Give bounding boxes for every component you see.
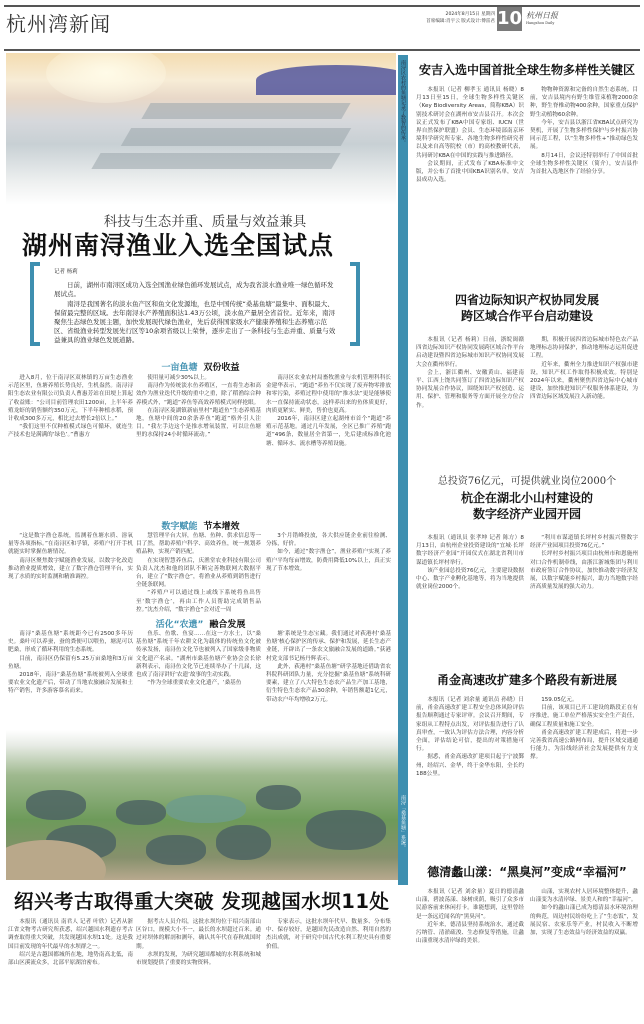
paragraph: 山漾，实现农村人居环境整体提升，蠡山漾变为水清岸绿、景美人和的“幸福河”。 xyxy=(530,889,638,904)
headline-line: 德清蠡山漾：“黑臭河”变成“幸福河” xyxy=(427,865,627,879)
headline-line: 四省边际知识产权协同发展 xyxy=(454,293,599,307)
paragraph: 本报讯（记者 刘余量 通讯员 孙晓）日前，甬金高速改扩建工程安全总体风险评估报告顺利通过专家评审。会议召开期间，专家组从工程特点出发，对评估报告进行了认真审查，一致认为评估方法合理，内容分析全面，评估结论可信，提出的对策措施可行。 xyxy=(416,697,524,753)
paragraph: 据悉，甬金高速改扩建项目起于宁波鄞州，经绍兴、金华，终于金华东阳，全长约188公里。 xyxy=(416,754,524,777)
paragraph: 甬金高速改扩建工程建成后，将进一步完善我省高速公路网布局，提升区域交通通行能力，为沿线经济社会发展提供有力支撑。 xyxy=(530,729,638,761)
paragraph: 在南浔区菱湖镇新庙里村“跑道鱼”生态养殖基地，鱼塘中间的20余条养鱼“跑道”格外引人注目。“我左手边这个是推水增氧装置，可以让鱼塘里的水保持24小时循环流动。” xyxy=(136,407,261,439)
paragraph: 南浔作为传统淡水鱼养殖区，一直将生态和高效作为渔业迭代升级的重中之重，除了稻渔综合种养模式外，“跑道”养鱼等高效养殖模式同样抢眼。 xyxy=(136,383,261,406)
header-rule xyxy=(4,49,640,51)
intro-paragraph: 南浔是我国著名的淡水鱼产区和鱼文化发源地，也是中国传统“桑基鱼塘”最集中、面积最大、保留最完整的区域。去年南浔水产养殖面积达1.43万公顷，淡水鱼产量居全省首位。近年来，南浔聚焦生态绿色发展主题，加快发展现代绿色渔业，先后获得国家级水产健康养殖和生态养殖示范区、省级渔业转型发展先行区等10余项省级以上荣誉，逐步走出了一条科技与生态并重、质量与效益兼具的渔业绿色发展道路。 xyxy=(54,299,336,345)
text-column xyxy=(416,888,524,1024)
text-column xyxy=(266,532,391,614)
text-column xyxy=(8,918,133,1024)
paragraph: 南浔区农业农村局畜牧渔业与农机管理科科长金建华表示，“跑道”养鱼不仅实现了废弃物零排放和零污染，养殖过程中使用的“推水法”更是能够使水一直保持流动状态，这样养出来的鱼体质更好，肉质更紧实、鲜美，售价也更高。 xyxy=(266,375,391,414)
paragraph: 慧管理平台大屏，鱼塘、鱼种、供求信息等一目了然，帮助养殖户科学、高效养鱼，统一规划养殖品种，实现产销匹配。 xyxy=(136,533,261,556)
mulberry-fish-pond-aerial-photo xyxy=(6,730,398,880)
page-number: 10 xyxy=(497,8,523,29)
intro-paragraph: 日前，湖州市南浔区成功入选全国渔业绿色循环发展试点，成为我省淡水渔业唯一绿色循环发展试点。 xyxy=(54,281,334,299)
headline-line: 甬金高速改扩建多个路段有新进展 xyxy=(436,673,617,687)
paragraph: “我们这里不仅种植模式绿色可循环，就连生产技术也是满满的‘绿色’。”曹惠方 xyxy=(8,424,133,439)
paragraph: 3个月错峰投放，各大供应链企业前往检测、分拣，好价。 xyxy=(266,533,391,548)
paragraph: 本报讯（记者 刘余量）夏日的德清蠡山漾，碧波荡漾、绿树成荫，吸引了众多市民游客前来休闲打卡。谁能想到，这里曾经是一条远近闻名的“黑臭河”。 xyxy=(416,889,524,920)
article-lead: 总投资76亿元，可提供就业岗位2000个 xyxy=(437,476,617,487)
article-subtitle: 科技与生态并重、质量与效益兼具 xyxy=(103,214,307,230)
paragraph: 长坪村乡村振兴项目由杭州市和恩施州对口合作机制牵线，由浙江浙城集团与利川市政府签订合作协议，加快推动数字经济发展，以数字赋能乡村振兴，助力当地数字经济高质量发展的强大动力。 xyxy=(530,551,638,591)
headline-line: 安吉入选中国首批全球生物多样性关键区 xyxy=(418,63,635,77)
paragraph: 目前，南浔区仍保留有5.25万亩桑地和3万亩鱼塘。 xyxy=(8,655,133,670)
paragraph: 物物种资源和完备的自然生态系统。目前，安吉县境内有野生维管束植物2000余种，野生脊椎动物400余种，国家重点保护野生动植物60余种。 xyxy=(530,87,638,118)
article-headline xyxy=(412,864,642,880)
section-subhead xyxy=(8,617,393,630)
text-column xyxy=(530,696,638,856)
paragraph: 使用量可减少30%以上。 xyxy=(147,375,210,381)
text-column xyxy=(8,630,133,726)
paragraph: 专家表示，这批水坝年代早、数量多、分布集中、保存较好，是越国先民改造自然、利用自然的杰出成就，对于研究中国古代水利工程史具有重要价值。 xyxy=(266,919,391,950)
paragraph: 据考古人员介绍，这批水坝均位于绍兴南部山区谷口，规模大小不一，最长的水坝超过百米。通过对坝体的解剖和测年，确认其年代在春秋战国时期。 xyxy=(136,919,261,950)
accent-bar xyxy=(398,55,408,885)
article-headline xyxy=(412,292,642,324)
paragraph: 南浔区聚焦数字赋能渔业发展，以数字化改造推动渔业提质增效，建立了数字渔仓管理平台，实现了水质的实时监测和精准调控。 xyxy=(8,557,133,581)
paragraph: “养殖户可以通过线上或线下系统将鱼出售至‘数字渔仓’，再由工作人员帮助完成销售品控。”沈杰介绍，“数字渔仓”会对近一周 xyxy=(136,590,261,613)
text-column xyxy=(530,534,638,640)
text-column xyxy=(8,374,133,514)
paragraph: 南浔“桑基鱼塘”系统距今已有2500多年历史。桑叶可以养蚕，蚕的粪便可以喂鱼，塘泥可以肥桑，形成了循环利用的生态系统。 xyxy=(8,631,133,654)
text-column xyxy=(266,918,391,1024)
paragraph: “作为全球重要农业文化遗产，‘桑基鱼 xyxy=(147,680,242,687)
text-column xyxy=(416,696,524,856)
text-column xyxy=(530,86,638,278)
fish-pond-sunrise-photo xyxy=(6,53,396,205)
paragraph: 目前，该项目已开工建设的路段正在有序推进，施工单位严格落实安全生产责任，确保工程质量和施工安全。 xyxy=(530,705,638,728)
paragraph: 会议期间，正式发布了KBA标准中文版，并公布了首批中国KBA识别名单，安吉县成功入选。 xyxy=(416,160,524,184)
paragraph: 进入8月，位于南浔区双林镇的万亩生态渔业示范区里，鱼塘养殖长势良好，生机盎然。南浔浔阳生态农业有限公司负责人曹惠芳站在田埂上算起了收益账：“公司目前管理农田1200亩，上半年养殖龙虾的销售额约350万元，下半年种植水稻，预计收成300多万元，相比过去增长2倍以上。” xyxy=(8,375,133,423)
section-subhead xyxy=(8,360,393,373)
photo-caption: 南浔区农村的鱼塘记录了数智的传承。 xyxy=(400,60,406,145)
paragraph: 本报讯（记者 柳孝玉 通讯员 杨晓）8月13日至15日，全球生物多样性关键区（Key Biodiversity Areas，简称KBA）识别技术研讨会在湖州市安吉县召开。本次会议正式发布了KBA中国专家组、IUCN（世界自然保护联盟）会员、生态环境部南京环境科学研究所专家、各地生物多样性研究者以及来自高等院校（市）的高校教研代表，共同研讨KBA在中国的实践与推进路径。 xyxy=(416,87,524,159)
paragraph: 159.05亿元。 xyxy=(541,697,578,703)
bottom-article-headline: 绍兴考古取得重大突破 发现越国水坝11处 xyxy=(14,890,390,913)
text-column xyxy=(416,336,524,466)
article-headline: 湖州南浔渔业入选全国试点 xyxy=(22,231,335,260)
paragraph: 8月14日，会议还特别举行了中国首批全球生物多样性关键区（简介），安吉县作为首批入选地区作了经验分享。 xyxy=(530,152,638,176)
text-column xyxy=(530,336,638,466)
article-headline xyxy=(412,490,642,522)
text-column xyxy=(416,534,524,640)
paragraph: 此外，荻港村“桑基鱼塘”研学基地还借助省农科院科研团队力量，充分挖掘“桑基鱼塘”系统科研要素，建立了八大特色生态农产品生产加工基地，衍生特色生态农产品30余种，年销售额超1亿元，带动农户年均增收2万元。 xyxy=(266,663,391,703)
issue-meta xyxy=(380,11,495,25)
paragraph: “利川市谋道镇长坪村乡村振兴暨数字经济产业园项目投资76亿元。” xyxy=(530,535,638,550)
paragraph: 塘’系统是生态宝藏。我们通过对荻港村‘桑基鱼塘’核心保护区的传承、保护和发展，延长生态产业链，开辟出了一条农文旅融合发展的道路。”荻港村党支部书记杨丹辉表示。 xyxy=(266,631,391,662)
paragraph: 如今，通过“数字渔仓”，渔业养殖户实现了养殖户平均每亩增效，防费用降低10%以上，真正实现了节本增效。 xyxy=(266,549,391,572)
section-title: 杭州湾新闻 xyxy=(6,12,111,36)
paragraph: 2018年，南浔“桑基鱼塘”系统被列入全球重要农业文化遗产后，带动了当地农旅融合发展和土特产销售，许多游客慕名而来。 xyxy=(8,672,133,695)
article-headline xyxy=(412,62,642,78)
paragraph: 近年来，德清县坚持系统治水，通过截污纳管、清淤疏浚、生态修复等措施，让蠡山漾重现水清岸绿的美景。 xyxy=(416,921,524,945)
paragraph: 期，积极开展四省边际城市特色农产品地理标志协同保护，推动地理标志运用促进工程。 xyxy=(530,337,638,360)
paragraph: 在实现智慧养鱼后，庆渔堂农业科技有限公司负责人沈杰和他的团队不断完善物联网大数据平台，建立了“数字渔仓”，将渔业从养殖到销售进行全链条联网。 xyxy=(136,557,261,589)
newspaper-logo: 杭州日报 Hangzhou Daily xyxy=(526,11,558,25)
article-headline xyxy=(412,672,642,688)
section-subhead-title: 节本增效 xyxy=(203,522,240,532)
text-column xyxy=(416,86,524,278)
byline: 记者 杨莉 xyxy=(54,269,78,275)
section-subhead-title: 双份收益 xyxy=(203,363,240,373)
article-intro-box xyxy=(30,262,360,346)
text-column xyxy=(136,374,261,514)
paragraph: 2016年，南浔区建立起湖州市首个“跑道”养殖示范基地。通过几年发展，全区已推广养殖“跑道”496条，数量居全省第一，先后建成标准化池塘、循环水、流水槽等养殖设施。 xyxy=(266,416,391,447)
text-column xyxy=(136,630,261,726)
text-column xyxy=(8,532,133,614)
paragraph: 该产业园总投资76亿元，主要建设数据中心、数字产业孵化基地等，将为当地提供就业岗位2000个。 xyxy=(416,567,524,591)
paragraph: 今年，安吉县以浙江省KBA试点研究为契机，开展了生物多样性保护与乡村振兴协同示范工程，以“生物多样性+”推动绿色发展。 xyxy=(530,119,638,151)
section-subhead xyxy=(8,519,393,532)
photo-caption: 南浔「桑基鱼塘」系统。 xyxy=(400,795,406,850)
text-column xyxy=(266,374,391,514)
section-subhead-accent: 数字赋能 xyxy=(161,522,198,532)
paragraph: 如今的蠡山漾已成为德清县水环境治理的典范，周边村民纷纷吃上了“生态饭”，发展民宿、农家乐等产业，村民收入不断增加，实现了生态效益与经济效益的双赢。 xyxy=(530,905,638,937)
headline-line: 数字经济产业园开园 xyxy=(472,507,581,521)
paragraph: 水坝的发现，为研究越国都城的水利系统和城市规划提供了重要的实物资料。 xyxy=(136,951,261,967)
headline-line: 杭企在湖北小山村建设的 xyxy=(460,491,593,505)
paragraph: 近年来，衢州全力推进知识产权强市建设，知识产权工作取得积极成效。特别是2024年以来，衢州聚焦四省边际中心城市建设，加快推进知识产权服务体系建设，为四省边际区域发展注入新动能。 xyxy=(530,361,638,401)
paragraph: 会上，浙江衢州、安徽黄山、福建南平、江西上饶共同签订了四省边际知识产权协同发展合作协议，围绕知识产权创造、运用、保护、管理和服务等方面开展全方位合作。 xyxy=(416,369,524,409)
text-column xyxy=(136,918,261,1024)
editor-credits: 首席编辑:肖宇云 版式设计:傅雷君 xyxy=(426,19,495,24)
section-subhead-accent: 一亩鱼塘 xyxy=(161,363,198,373)
headline-line: 跨区域合作平台启动建设 xyxy=(460,309,593,323)
paragraph: 本报讯（通讯员 张孝坤 记者 陈方）8月13日，由杭州企业投资建设的“宜城·长坪数字经济产业园”开园仪式在湖北省利川市谋道镇长坪村举行。 xyxy=(416,535,524,566)
paragraph: 绍兴是古越国都城所在地，地势南高北低，南部山区溪流众多，北部平原湖泊密布。 xyxy=(8,951,133,967)
paragraph: 本报讯（通讯员 南君人 记者 叶欣）记者从浙江省文物考古研究所获悉，绍兴越国水利遗存考古调查取得重大突破，共发现越国水坝11处。这是我国目前发现的年代最早的水坝群之一。 xyxy=(8,919,133,950)
paragraph: 鱼乐、鱼歌、鱼宴……在这一方水土，以“桑基鱼塘”系统千年农耕文化为载体的传统鱼文化被传承发扬，南浔鱼文化节也被列入了国家级非物质文化遗产名录。“湖州市桑基鱼塘产业协会会长徐新利表示，南浔鱼文化节已连续举办了十几届，这也成了南浔讲好‘农遗’故事的生动实践。 xyxy=(136,631,261,679)
issue-date: 2024年8月15日 星期四 xyxy=(445,12,495,17)
top-rule xyxy=(4,5,640,7)
text-column xyxy=(530,888,638,1024)
text-column xyxy=(136,532,261,614)
section-subhead-accent: 活化“农遗” xyxy=(155,620,204,630)
section-subhead-title: 融合发展 xyxy=(209,620,246,630)
paragraph: 本报讯（记者 杨莉）日前，浙皖闽赣四省边际知识产权协同发展跨区域合作平台启动建设暨四省边际城市知识产权协同发展大会在衢州举行。 xyxy=(416,337,524,368)
paragraph: “这是数字渔仓系统，监测着鱼塘水质、溶氧量等各项指标。”在南浔区和孚镇，养殖户打开手机就能实时掌握鱼塘情况。 xyxy=(8,533,133,556)
